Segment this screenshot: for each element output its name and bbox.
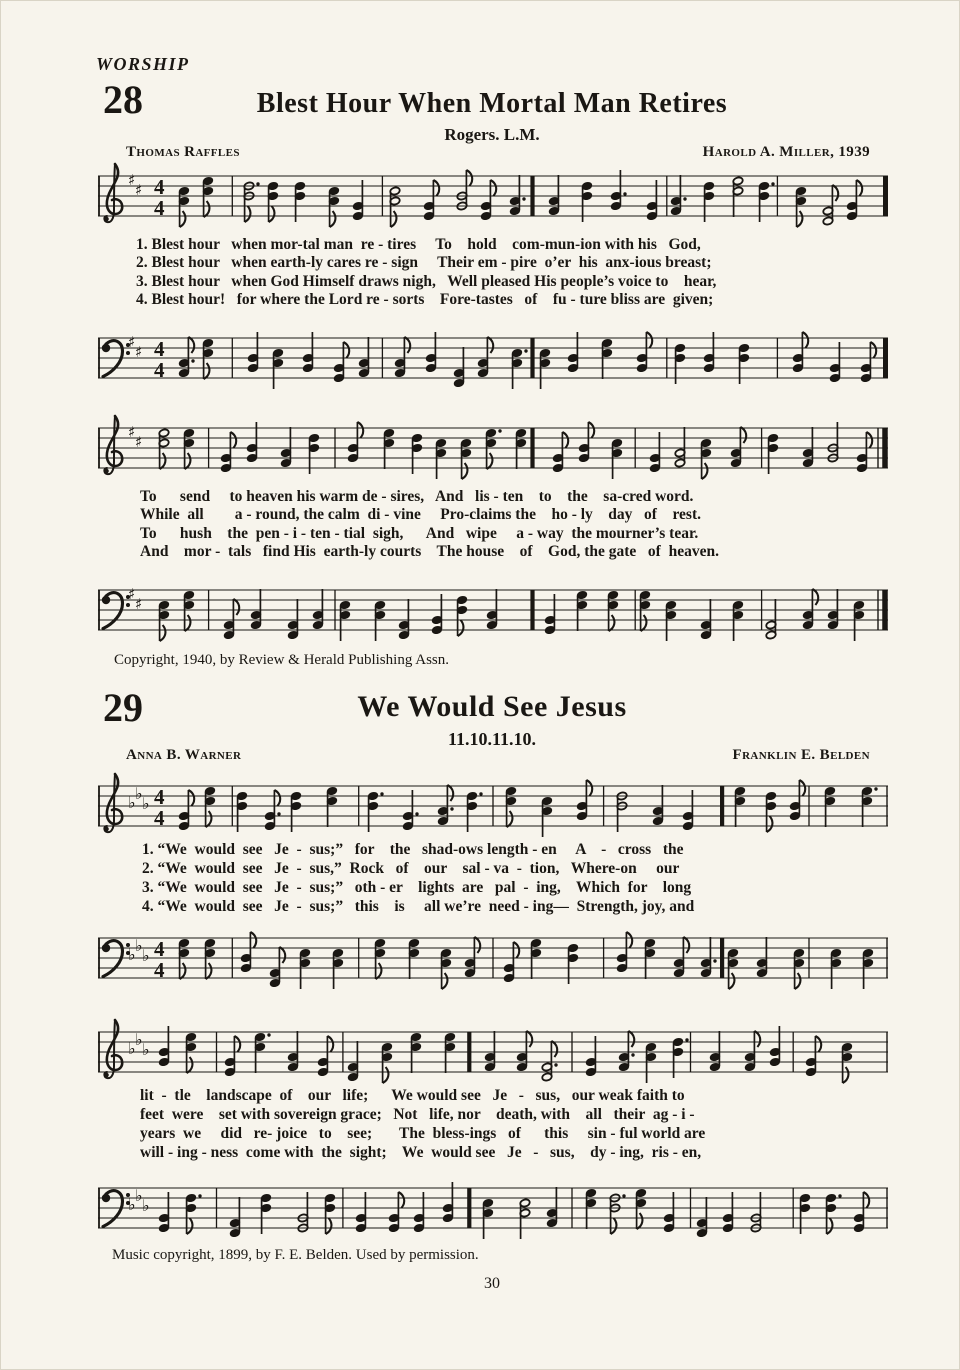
lyric-line: 2. Blest hour when earth-ly cares re - sign Their em - pire o’er his anx-ious breast;: [136, 254, 712, 272]
svg-text:♯: ♯: [128, 171, 136, 189]
lyric-line: 2. “We would see Je - sus,” Rock of our sal - va - tion, Where-on our: [142, 860, 680, 877]
svg-text:♯: ♯: [135, 433, 143, 451]
music-staff-h29-bass-2: [98, 1170, 888, 1254]
lyric-line: 1. “We would see Je - sus;” for the shad-ows length - en A - cross the: [142, 841, 684, 858]
lyric-line: To send to heaven his warm de - sires, And lis - ten to the sa-cred word.: [140, 488, 694, 505]
hymn28-title: Blest Hour When Mortal Man Retires: [256, 88, 728, 119]
svg-text:♭: ♭: [128, 1195, 136, 1214]
svg-text:♯: ♯: [135, 181, 143, 199]
lyric-line: years we did re- joice to see; The bless-ings of this sin - ful world are: [140, 1125, 706, 1142]
svg-text:♭: ♭: [135, 1186, 143, 1205]
lyric-line: 3. Blest hour when God Himself draws nigh, Well pleased His people’s voice to hear,: [136, 272, 717, 290]
lyric-line: To hush the pen - i - ten - tial sigh, And wipe a - way the mourner’s tear.: [140, 524, 699, 542]
lyric-line: 3. “We would see Je - sus;” oth - er lights are pal - ing, Which for long: [142, 879, 692, 896]
svg-text:♭: ♭: [135, 784, 143, 803]
lyric-line: And mor - tals find His earth-ly courts The house of God, the gate of heaven.: [140, 543, 719, 561]
svg-text:♯: ♯: [135, 595, 143, 613]
lyric-line: 4. Blest hour! for where the Lord re - sorts Fore-tastes of fu - ture bliss are given;: [136, 291, 714, 309]
hymn28-verses-first-half: [136, 236, 716, 310]
hymn29-verses-first-half: [142, 840, 694, 916]
music-staff-h28-bass-1: [98, 320, 888, 404]
hymn29-number: 29: [103, 685, 143, 730]
svg-text:♭: ♭: [142, 794, 150, 813]
hymn28-composer: Harold A. Miller, 1939: [702, 144, 870, 160]
lyric-line: feet were set with sovereign grace; Not life, nor death, with all their ag - i -: [140, 1106, 695, 1123]
svg-text:♭: ♭: [128, 793, 136, 812]
music-staff-h28-treble-1: [98, 158, 888, 242]
lyric-line: lit - tle landscape of our life; We would see Je - sus, our weak faith to: [140, 1087, 685, 1104]
hymn29-title: We Would See Jesus: [357, 690, 627, 723]
svg-text:♯: ♯: [128, 423, 136, 441]
svg-text:4: 4: [154, 337, 165, 361]
hymn28-copyright: Copyright, 1940, by Review & Herald Publishing Assn.: [114, 652, 449, 668]
hymn28-author: Thomas Raffles: [126, 144, 240, 160]
svg-text:♭: ♭: [135, 1030, 143, 1049]
svg-text:4: 4: [154, 358, 165, 382]
svg-text:♯: ♯: [135, 343, 143, 361]
hymn29-author: Anna B. Warner: [126, 747, 242, 763]
hymn29-copyright: Music copyright, 1899, by F. E. Belden. Used by permission.: [112, 1247, 479, 1263]
music-staff-h28-treble-2: [98, 410, 888, 494]
music-staff-h28-bass-2: [98, 572, 888, 656]
lyric-line: will - ing - ness come with the sight; We would see Je - sus, dy - ing, ris - en,: [140, 1144, 702, 1161]
svg-text:4: 4: [154, 196, 165, 220]
hymn29-meter: 11.10.11.10.: [447, 729, 536, 749]
lyric-line: 4. “We would see Je - sus;” this is all we’re need - ing— Strength, joy, and: [142, 898, 695, 915]
section-header: WORSHIP: [96, 54, 190, 74]
svg-text:♭: ♭: [128, 945, 136, 964]
hymn28-verses-second-half: [140, 488, 719, 562]
svg-text:♭: ♭: [142, 1040, 150, 1059]
hymn29-composer: Franklin E. Belden: [732, 747, 870, 763]
lyric-line: While all a - round, the calm di - vine Pro-claims the ho - ly day of rest.: [140, 506, 701, 524]
lyric-line: 1. Blest hour when mor-tal man re - tires To hold com-mun-ion with his God,: [136, 236, 701, 253]
svg-text:4: 4: [154, 785, 165, 809]
hymn29-verses-second-half: [140, 1086, 705, 1162]
svg-text:4: 4: [154, 937, 165, 961]
svg-text:♭: ♭: [128, 1039, 136, 1058]
svg-text:♯: ♯: [128, 585, 136, 603]
svg-text:♭: ♭: [142, 1196, 150, 1215]
hymn28-tune-meter: Rogers. L.M.: [444, 125, 540, 144]
svg-text:4: 4: [154, 806, 165, 830]
svg-text:♭: ♭: [135, 936, 143, 955]
svg-text:♭: ♭: [142, 946, 150, 965]
page-number: 30: [484, 1275, 500, 1292]
hymn28-number: 28: [103, 77, 143, 122]
svg-text:♯: ♯: [128, 333, 136, 351]
music-staff-h29-bass-1: [98, 920, 888, 1004]
svg-text:4: 4: [154, 958, 165, 982]
svg-text:4: 4: [154, 175, 165, 199]
